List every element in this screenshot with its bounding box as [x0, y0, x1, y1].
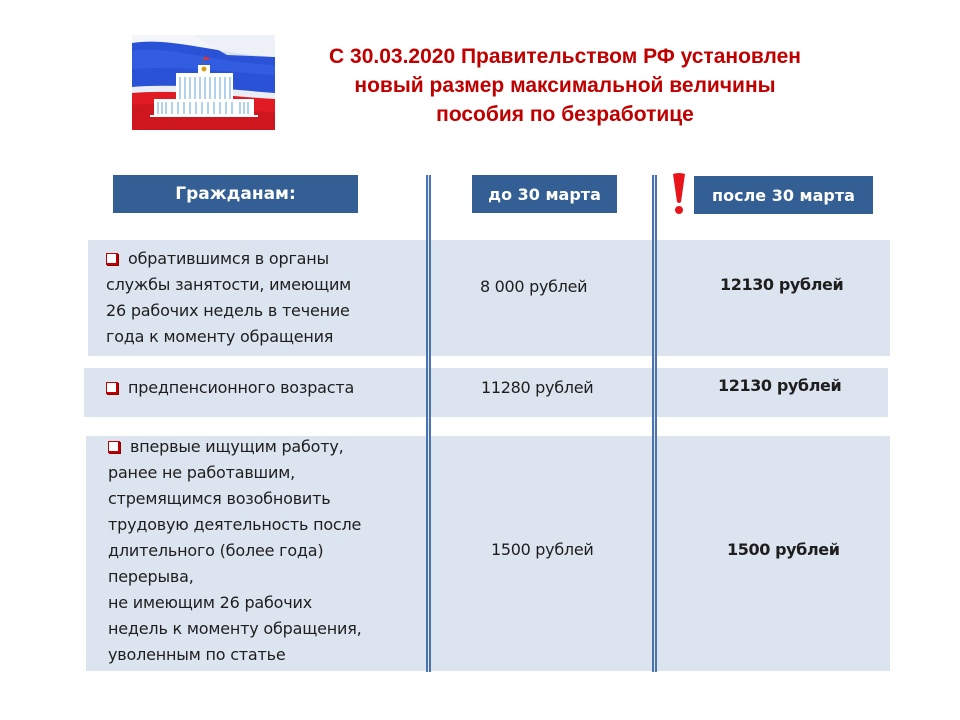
- checkbox-bullet-icon: [108, 441, 120, 453]
- row-description: предпенсионного возраста: [106, 375, 354, 401]
- title-line: новый размер максимальной величины: [354, 74, 776, 97]
- checkbox-bullet-icon: [106, 253, 118, 265]
- column-header-after-march-30: после 30 марта: [694, 176, 873, 214]
- exclamation-icon: [668, 172, 690, 216]
- value-before: 8 000 рублей: [480, 277, 588, 296]
- column-header-before-march-30: до 30 марта: [472, 175, 617, 213]
- column-divider: [652, 175, 657, 672]
- value-after: 12130 рублей: [718, 376, 842, 395]
- page-title: [280, 42, 850, 129]
- checkbox-bullet-icon: [106, 382, 118, 394]
- value-before: 1500 рублей: [491, 540, 594, 559]
- column-header-citizens: Гражданам:: [113, 175, 358, 213]
- value-after: 1500 рублей: [727, 540, 840, 559]
- title-line: пособия по безработице: [436, 103, 694, 126]
- russian-flag-building-icon: [132, 35, 275, 130]
- government-building-logo: [132, 35, 275, 130]
- value-after: 12130 рублей: [720, 275, 844, 294]
- row-description: обратившимся в органы службы занятости, имеющим 26 рабочих недель в течение года к моменту обращения: [106, 249, 352, 346]
- row-description: впервые ищущим работу, ранее не работавшим, стремящимся возобновить трудовую деятельность после длительного (более года) перерыва, не имеющим 26 рабочих недель к моменту обращения, уволенным по статье: [108, 437, 362, 664]
- value-before: 11280 рублей: [481, 378, 594, 397]
- column-divider: [426, 175, 431, 672]
- title-line: С 30.03.2020 Правительством РФ установлен: [329, 45, 801, 68]
